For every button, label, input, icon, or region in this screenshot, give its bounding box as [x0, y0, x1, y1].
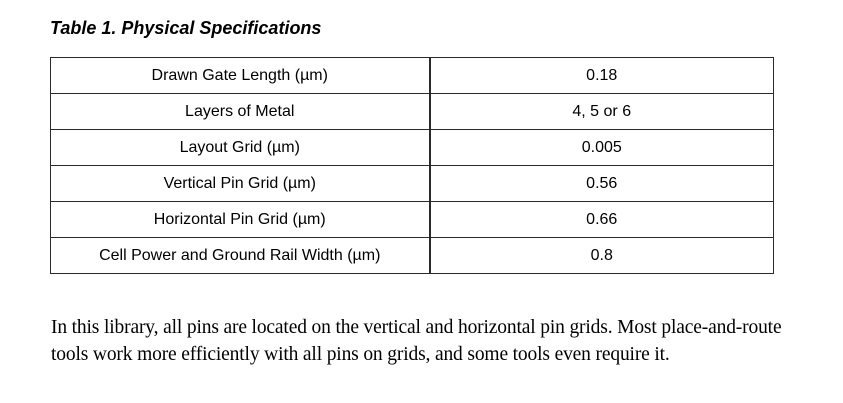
- table-caption: Table 1. Physical Specifications: [50, 18, 322, 38]
- value-cell: 4, 5 or 6: [430, 94, 774, 130]
- table-row: [51, 130, 774, 166]
- parameter-cell: Drawn Gate Length (µm): [51, 58, 430, 94]
- parameter-cell: Vertical Pin Grid (µm): [51, 166, 430, 202]
- table-row: [51, 202, 774, 238]
- table-row: [51, 94, 774, 130]
- parameter-cell: Cell Power and Ground Rail Width (µm): [51, 238, 430, 274]
- value-cell: 0.005: [430, 130, 774, 166]
- value-cell: 0.8: [430, 238, 774, 274]
- value-cell: 0.18: [430, 58, 774, 94]
- value-cell: 0.56: [430, 166, 774, 202]
- table-row: [51, 238, 774, 274]
- parameter-cell: Layers of Metal: [51, 94, 430, 130]
- physical-specifications-table: [50, 57, 774, 274]
- value-cell: 0.66: [430, 202, 774, 238]
- body-paragraph: In this library, all pins are located on the vertical and horizontal pin grids. Most place-and-route tools work more efficiently with all pins on grids, and some tools even require it.: [51, 317, 782, 365]
- parameter-cell: Layout Grid (µm): [51, 130, 430, 166]
- table-row: [51, 58, 774, 94]
- parameter-cell: Horizontal Pin Grid (µm): [51, 202, 430, 238]
- table-row: [51, 166, 774, 202]
